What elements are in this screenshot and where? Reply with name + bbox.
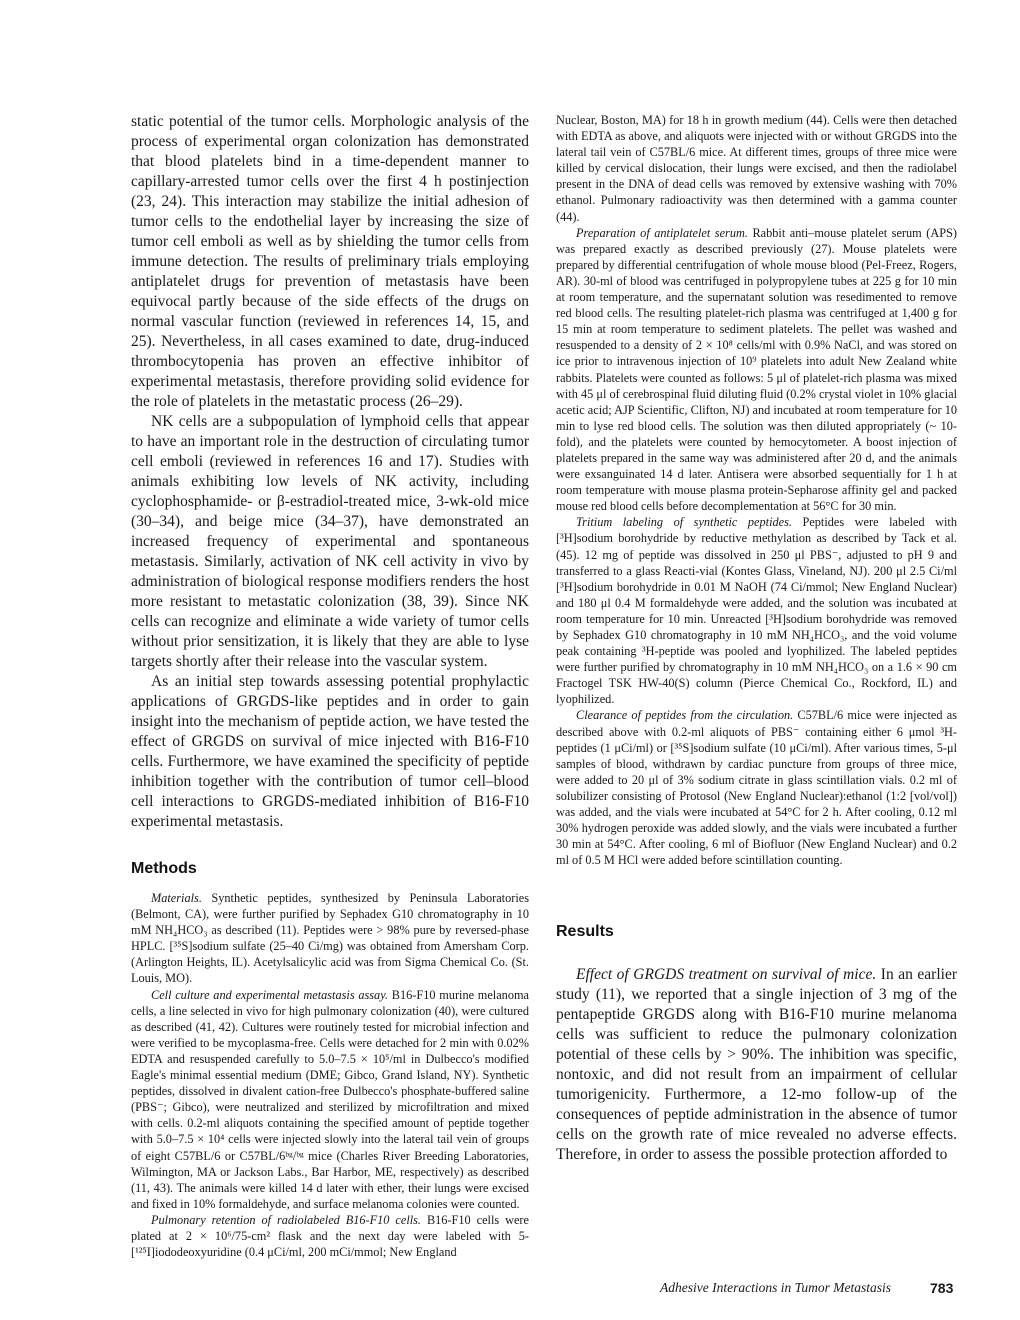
- retention-body: B16-F10 cells were plated at 2 × 10⁶/75-cm² flask and the next day were labeled with 5-[¹²⁵I]iododeoxyuridine (0.4 μCi/ml, 200 mCi/mmol; New England: [131, 1212, 529, 1260]
- paragraph-initial-step: As an initial step towards assessing potential prophylactic applications of GRGDS-like peptides and in order to gain insight into the mechanism of peptide action, we have tested the effect of GRGDS on survival of mice injected with B16-F10 cells. Furthermore, we have examined the specificity of peptide inhibition together with the contribution of tumor cell–blood cell interactions to GRGDS-mediated inhibition of B16-F10 experimental metastasis.: [131, 673, 529, 830]
- paragraph-materials: [131, 890, 529, 987]
- clearance-body: C57BL/6 mice were injected as described above with 0.2-ml aliquots of PBS⁻ containing either 6 μmol ³H-peptides (1 μCi/ml) or [³⁵S]sodium sulfate (10 μCi/ml). After various times, 5-μl samples of blood, withdrawn by cardiac puncture from groups of three mice, were added to 20 μl of 3% sodium citrate in glass scintillation vials. 0.2 ml of solubilizer consisting of Protosol (New England Nuclear):ethanol (1:2 [vol/vol]) was added, and the vials were incubated at 54°C for 2 h. After cooling, 0.12 ml 30% hydrogen peroxide was added slowly, and the vials were incubated a further 30 min at 54°C. After cooling, 6 ml of Biofluor (New England Nuclear) and 0.2 ml of 0.5 M HCl were added before scintillation counting.: [556, 708, 957, 868]
- methods-text: [131, 890, 529, 1260]
- retention-run-in: Pulmonary retention of radiolabeled B16-F10 cells.: [151, 1212, 422, 1227]
- running-title: Adhesive Interactions in Tumor Metastasis: [660, 1280, 891, 1295]
- paragraph-tritium: [556, 514, 957, 707]
- results-text: [556, 965, 957, 1165]
- clearance-run-in: Clearance of peptides from the circulation.: [576, 708, 794, 723]
- results-heading: Results: [556, 923, 614, 941]
- right-column: [556, 112, 957, 1165]
- left-column: [131, 112, 529, 1260]
- materials-run-in: Materials.: [151, 891, 202, 905]
- paragraph-platelets: static potential of the tumor cells. Morphologic analysis of the process of experimental organ colonization has demonstrated that blood platelets bind in a time-dependent manner to capillary-arrested tumor cells over the first 4 h postinjection (23, 24). This interaction may stabilize the initial adhesion of tumor cells to the endothelial layer by increasing the size of tumor cell emboli as well as by shielding the tumor cells from immune detection. The results of preliminary trials employing antiplatelet drugs for prevention of metastasis have been equivocal partly because of the side effects of the drugs on normal vascular function (reviewed in references 14, 15, and 25). Nevertheless, in all cases examined to date, drug-induced thrombocytopenia has proven an effective inhibitor of experimental metastasis, therefore providing solid evidence for the role of platelets in the metastatic process (26–29).: [131, 113, 529, 410]
- culture-run-in: Cell culture and experimental metastasis assay.: [151, 987, 389, 1002]
- page-number: 783: [930, 1280, 954, 1296]
- paragraph-grgds-survival: [556, 965, 957, 1165]
- tritium-run-in: Tritium labeling of synthetic peptides.: [576, 515, 792, 530]
- page-footer: [660, 1280, 960, 1296]
- methods-heading: Methods: [131, 860, 197, 877]
- culture-body: B16-F10 murine melanoma cells, a line selected in vivo for high pulmonary colonization (40), were cultured as described (41, 42). Cultures were routinely tested for microbial infection and were verified to be mycoplasma-free. Cells were detached for 2 min with 0.02% EDTA and resuspended carefully to 5.0–7.5 × 10⁵/ml in Dulbecco's modified Eagle's minimal essential medium (DME; Gibco, Grand Island, NY). Synthetic peptides, dissolved in divalent cation-free Dulbecco's phosphate-buffered saline (PBS⁻; Gibco), were neutralized and sterilized by microfiltration and mixed with cells. 0.2-ml aliquots containing the specified amount of peptide together with 5.0–7.5 × 10⁴ cells were injected slowly into the lateral tail vein of groups of eight C57BL/6 or C57BL/6ᵇᵍ/ᵇᵍ mice (Charles River Breeding Laboratories, Wilmington, MA or Jackson Labs., Bar Harbor, ME, respectively) as described (11, 43). The animals were killed 14 d later with ether, their lungs were excised and fixed in 10% formaldehyde, and surface melanoma colonies were counted.: [131, 987, 529, 1211]
- introduction-text: [131, 112, 529, 832]
- paragraph-retention-continued: Nuclear, Boston, MA) for 18 h in growth medium (44). Cells were then detached with EDTA as above, and aliquots were injected with or without GRGDS into the lateral tail vein of C57BL/6 mice. At different times, groups of three mice were killed by cervical dislocation, their lungs were excised, and then the radiolabel present in the DNA of dead cells was removed by extensive washing with 70% ethanol. Pulmonary radioactivity was then determined with a gamma counter (44).: [556, 113, 957, 224]
- antiplatelet-run-in: Preparation of antiplatelet serum.: [576, 225, 748, 240]
- effect-body: In an earlier study (11), we reported that a single injection of 3 mg of the pentapeptide GRGDS along with B16-F10 murine melanoma cells was sufficient to reduce the pulmonary colonization potential of these cells by > 90%. The inhibition was specific, nontoxic, and did not result from an impairment of cellular tumorigenicity. Furthermore, a 12-mo follow-up of the consequences of peptide administration in the absence of tumor cells on the growth rate of mice revealed no adverse effects. Therefore, in order to assess the possible protection afforded to: [556, 966, 957, 1164]
- antiplatelet-body: Rabbit anti–mouse platelet serum (APS) was prepared exactly as described previously (27). Mouse platelets were prepared by differential centrifugation of whole mouse blood (Pel-Freez, Rogers, AR). 30-ml of blood was centrifuged in polypropylene tubes at 225 g for 10 min at room temperature, and the supernatant solution was resedimented to remove red blood cells. The resulting platelet-rich plasma was centrifuged at 1,400 g for 15 min at room temperature to sediment platelets. The pellet was washed and resuspended to a density of 2 × 10⁸ cells/ml with 0.9% NaCl, and was stored on ice prior to intravenous injection of 10⁹ platelets into adult New Zealand white rabbits. Platelets were counted as follows: 5 μl of platelet-rich plasma was mixed with 45 μl of cerebrospinal fluid diluting fluid (0.2% crystal violet in 10% glacial acetic acid; AJP Scientific, Clifton, NJ) and incubated at room temperature for 10 min to lyse red blood cells. The solution was then diluted appropriately (~ 10-fold), and the platelets were counted by hemocytometer. A boost injection of platelets prepared in the same way was administered after 20 d, and the animals were exsanguinated 14 d later. Antisera were absorbed sequentially for 1 h at room temperature with mouse plasma protein-Sepharose affinity gel and packed mouse red blood cells before decomplementation at 56°C for 30 min.: [556, 225, 958, 514]
- paragraph-antiplatelet: [556, 225, 957, 515]
- paragraph-clearance: [556, 707, 957, 868]
- paragraph-nk-cells: NK cells are a subpopulation of lymphoid cells that appear to have an important role in the destruction of circulating tumor cell emboli (reviewed in references 16 and 17). Studies with animals exhibiting low levels of NK activity, including cyclophosphamide- or β-estradiol-treated mice, 3-wk-old mice (30–34), and beige mice (34–37), have demonstrated an increased frequency of experimental and spontaneous metastasis. Similarly, activation of NK cell activity in vivo by administration of biological response modifiers renders the host more resistant to metastatic colonization (38, 39). Since NK cells can recognize and eliminate a wide variety of tumor cells without prior sensitization, it is likely that they are able to lyse targets shortly after their release into the vascular system.: [131, 413, 529, 670]
- tritium-body: Peptides were labeled with [³H]sodium borohydride by reductive methylation as described by Tack et al. (45). 12 mg of peptide was dissolved in 250 μl PBS⁻, adjusted to pH 9 and transferred to a glass Reacti-vial (Kontes Glass, Vineland, NJ). 200 μl 2.5 Ci/ml [³H]sodium borohydride in 0.01 M NaOH (74 Ci/mmol; New England Nuclear) and 180 μl 0.4 M formaldehyde were added, and the solution was incubated at room temperature for 10 min. Unreacted [³H]sodium borohydride was removed by Sephadex G10 chromatography in 10 mM NH₄HCO₃, and the void volume peak containing ³H-peptide was pooled and lyophilized. The labeled peptides were further purified by chromatography in 10 mM NH₄HCO₃ on a 1.6 × 90 cm Fractogel TSK HW-40(S) column (Pierce Chemical Co., Rockford, IL) and lyophilized.: [556, 515, 957, 707]
- materials-body: Synthetic peptides, synthesized by Peninsula Laboratories (Belmont, CA), were further purified by Sephadex G10 chromatography in 10 mM NH₄HCO₃ as described (11). Peptides were > 98% pure by reversed-phase HPLC. [³⁵S]sodium sulfate (25–40 Ci/mg) was obtained from Amersham Corp. (Arlington Heights, IL). Acetylsalicylic acid was from Sigma Chemical Co. (St. Louis, MO).: [131, 891, 529, 986]
- effect-run-in: Effect of GRGDS treatment on survival of mice.: [576, 966, 877, 984]
- paragraph-retention: [131, 1212, 529, 1260]
- methods-text-continued: [556, 112, 957, 868]
- paragraph-cell-culture: [131, 987, 529, 1212]
